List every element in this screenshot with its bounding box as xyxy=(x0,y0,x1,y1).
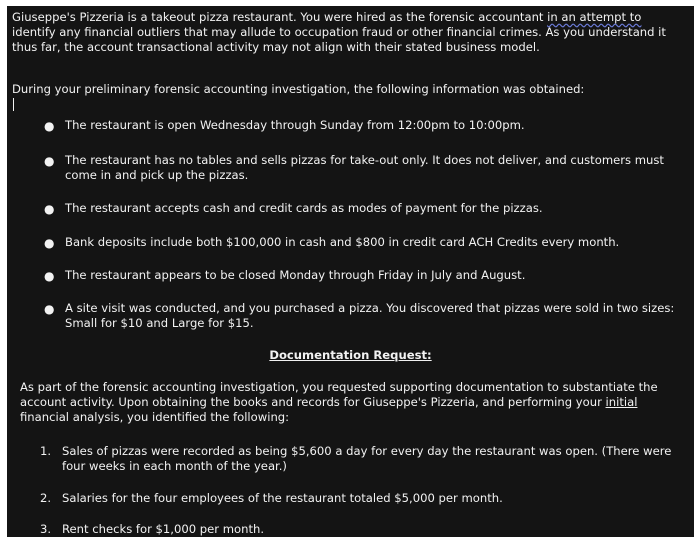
item-number: 1. xyxy=(40,444,52,458)
numbered-item-text: Sales of pizzas were recorded as being $5,600 a day for every day the restaurant was open. (There were four weeks in each month of the year.) xyxy=(62,444,672,473)
request-intro-paragraph xyxy=(20,380,680,425)
list-item-text: A site visit was conducted, and you purchased a pizza. You discovered that pizzas were sold in two sizes: Small for $10 and Large for $15. xyxy=(65,301,675,330)
preliminary-statement: During your preliminary forensic accounting investigation, the following information was obtained: xyxy=(12,82,585,96)
list-item-text: The restaurant accepts cash and credit cards as modes of payment for the pizzas. xyxy=(65,201,543,215)
numbered-item-text: Salaries for the four employees of the restaurant totaled $5,000 per month. xyxy=(62,491,503,505)
documentation-request-heading: Documentation Request: xyxy=(269,348,432,362)
item-number: 3. xyxy=(40,522,52,536)
text-cursor xyxy=(13,98,14,111)
intro-text-end: identify any financial outliers that may allude to occupation fraud or other financial crimes. As you understand it thus far, the account transactional activity may not align with their stated business model. xyxy=(12,25,666,54)
spellcheck-flagged-phrase[interactable]: in an attempt to xyxy=(547,10,642,24)
underlined-word: initial xyxy=(605,395,638,409)
intro-text-start: Giuseppe's Pizzeria is a takeout pizza restaurant. You were hired as the forensic accountant xyxy=(12,10,548,24)
document-page xyxy=(7,6,694,537)
bullet-icon: ● xyxy=(44,302,55,316)
item-number: 2. xyxy=(40,491,52,505)
request-intro-start: As part of the forensic accounting investigation, you requested supporting documentation to substantiate the account activity. Upon obtaining the books and records for Giuseppe's Pizzeria, and performing your xyxy=(20,380,658,409)
intro-paragraph xyxy=(12,10,688,55)
bullet-icon: ● xyxy=(44,236,55,250)
bullet-icon: ● xyxy=(44,269,55,283)
list-item-text: Bank deposits include both $100,000 in cash and $800 in credit card ACH Credits every month. xyxy=(65,235,620,249)
bullet-icon: ● xyxy=(44,119,55,133)
bullet-icon: ● xyxy=(44,202,55,216)
request-intro-end: financial analysis, you identified the following: xyxy=(20,410,290,424)
list-item-text: The restaurant appears to be closed Monday through Friday in July and August. xyxy=(65,268,526,282)
numbered-item-text: Rent checks for $1,000 per month. xyxy=(62,522,265,536)
list-item-text: The restaurant has no tables and sells pizzas for take-out only. It does not deliver, and customers must come in and pick up the pizzas. xyxy=(65,153,664,182)
list-item-text: The restaurant is open Wednesday through Sunday from 12:00pm to 10:00pm. xyxy=(65,118,525,132)
bullet-icon: ● xyxy=(44,154,55,168)
